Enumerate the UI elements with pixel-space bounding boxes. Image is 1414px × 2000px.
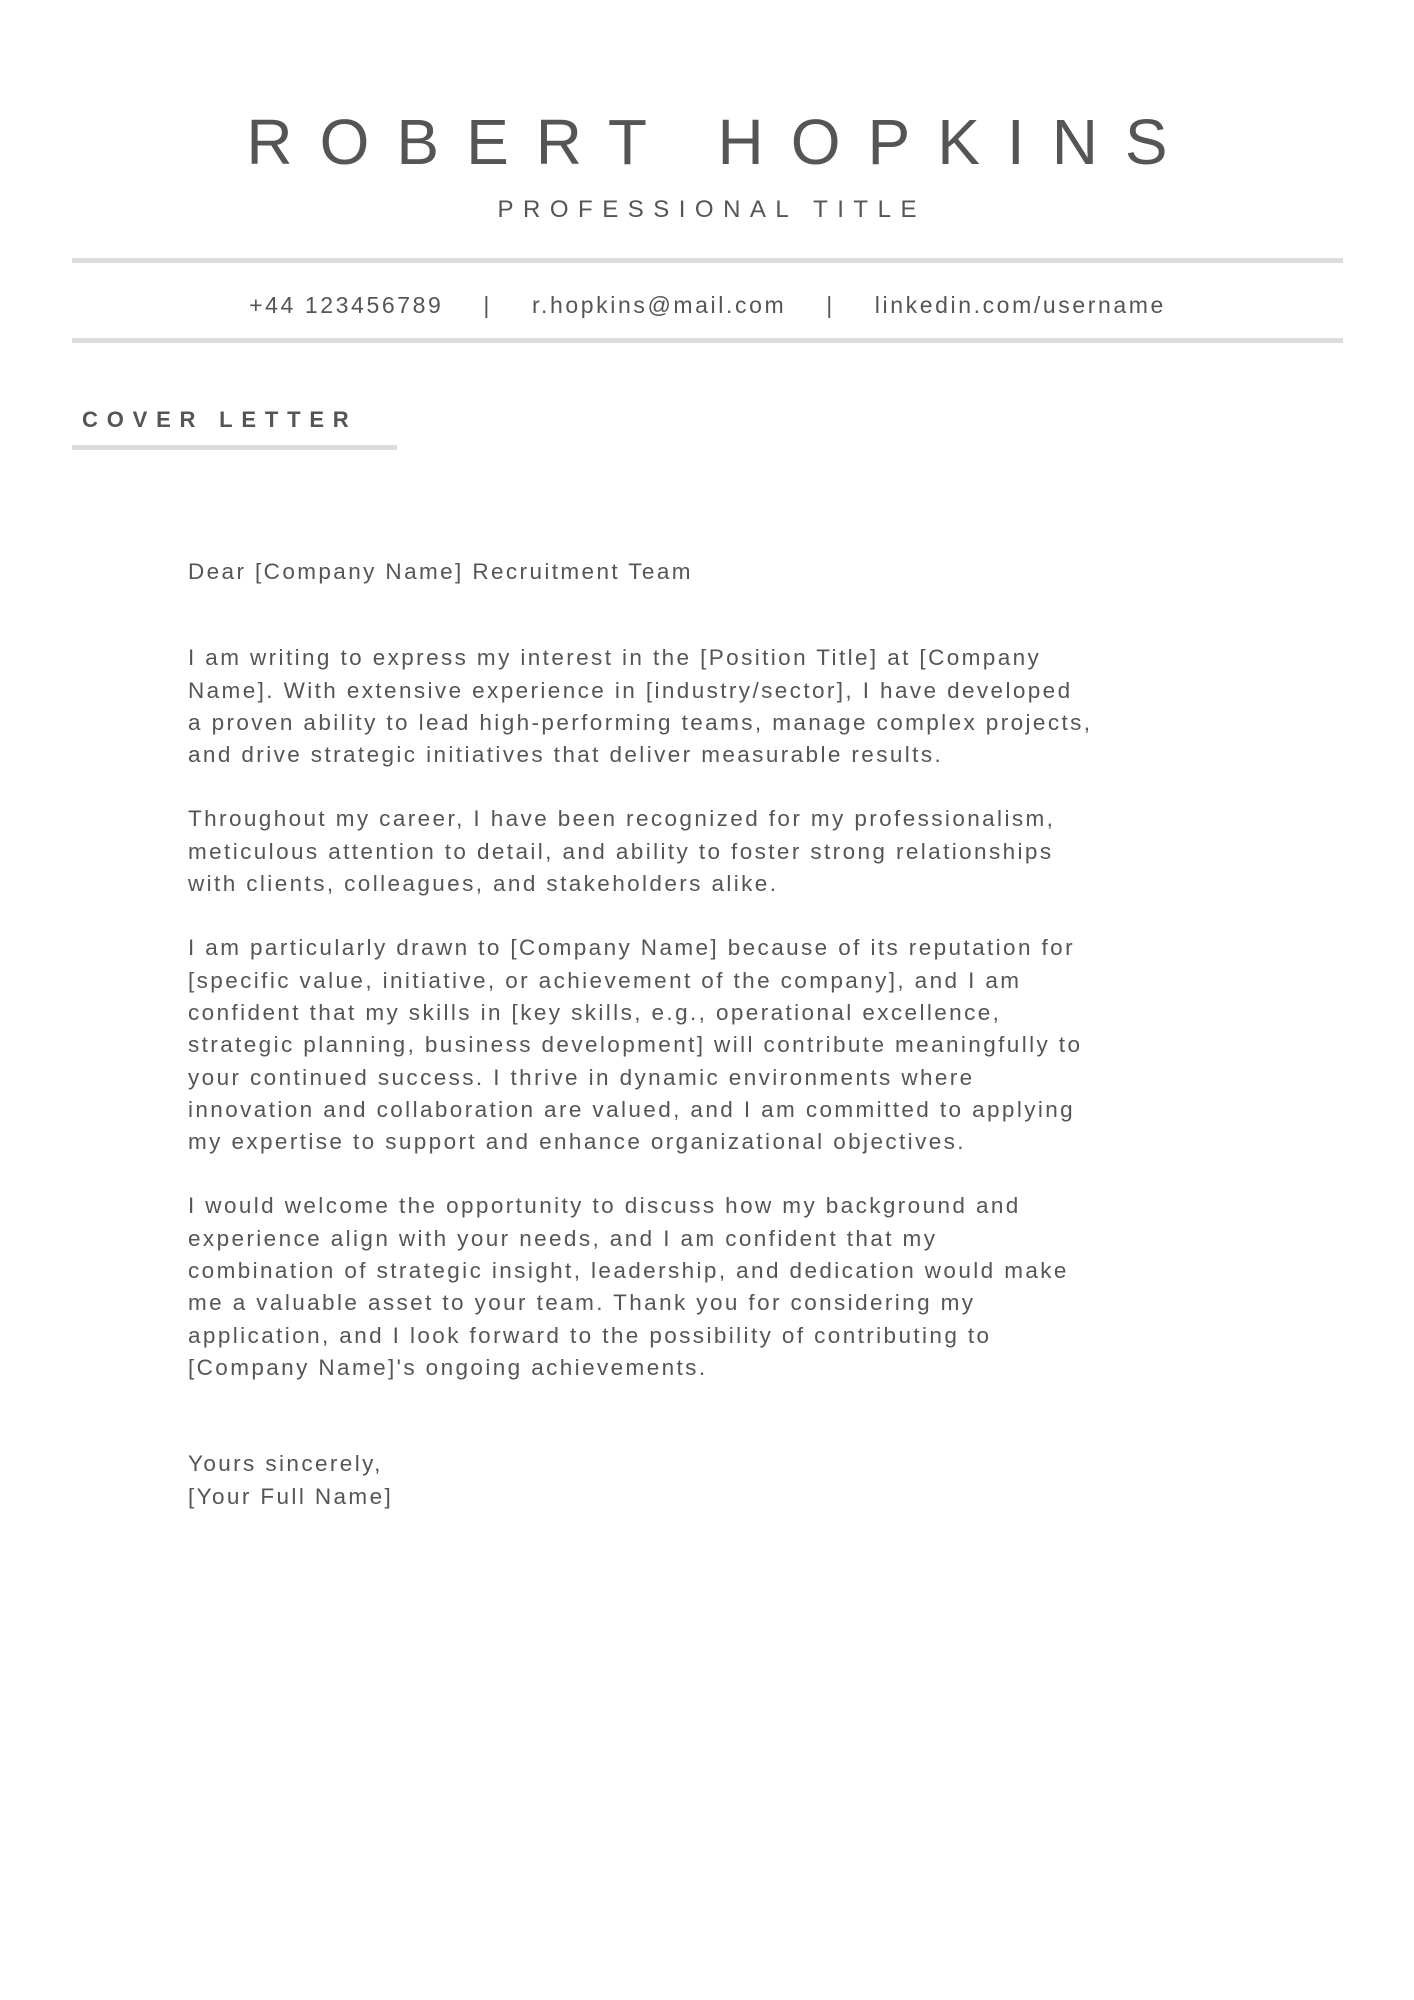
paragraph-line: and drive strategic initiatives that deliver measurable results. <box>188 742 944 768</box>
paragraph-line: experience align with your needs, and I am confident that my <box>188 1225 938 1251</box>
contact-bar <box>72 288 1343 322</box>
paragraph-line: a proven ability to lead high-performing teams, manage complex projects, <box>188 709 1093 735</box>
paragraph-line: meticulous attention to detail, and ability to foster strong relationships <box>188 838 1054 864</box>
paragraph-line: combination of strategic insight, leadership, and dedication would make <box>188 1258 1069 1284</box>
header-top-divider <box>72 258 1343 263</box>
header-bottom-divider <box>72 338 1343 343</box>
paragraph-line: strategic planning, business development] will contribute meaningfully to <box>188 1032 1083 1058</box>
paragraph-line: [Company Name]'s ongoing achievements. <box>188 1354 708 1380</box>
paragraph-line: application, and I look forward to the possibility of contributing to <box>188 1322 992 1348</box>
contact-linkedin[interactable]: linkedin.com/username <box>874 291 1166 318</box>
contact-phone: +44 123456789 <box>249 291 444 318</box>
paragraph-line: innovation and collaboration are valued, and I am committed to applying <box>188 1096 1076 1122</box>
paragraph-line: I am particularly drawn to [Company Name] because of its reputation for <box>188 935 1075 961</box>
professional-title: PROFESSIONAL TITLE <box>497 196 926 223</box>
letter-paragraph-1 <box>188 642 1248 771</box>
letter-paragraph-4 <box>188 1190 1248 1384</box>
paragraph-line: [specific value, initiative, or achievement of the company], and I am <box>188 967 1022 993</box>
paragraph-line: with clients, colleagues, and stakeholders alike. <box>188 871 779 897</box>
paragraph-line: I am writing to express my interest in the [Position Title] at [Company <box>188 645 1042 671</box>
paragraph-line: your continued success. I thrive in dynamic environments where <box>188 1064 975 1090</box>
letter-closing-block <box>188 1448 1248 1513</box>
letter-paragraph-2 <box>188 803 1248 900</box>
letter-paragraph-3 <box>188 932 1248 1158</box>
paragraph-line: confident that my skills in [key skills, e.g., operational excellence, <box>188 999 1002 1025</box>
paragraph-line: me a valuable asset to your team. Thank you for considering my <box>188 1290 976 1316</box>
contact-email[interactable]: r.hopkins@mail.com <box>532 291 787 318</box>
section-heading-underline <box>72 445 397 450</box>
paragraph-line: I would welcome the opportunity to discuss how my background and <box>188 1193 1021 1219</box>
contact-separator: | <box>483 291 492 318</box>
paragraph-line: Throughout my career, I have been recognized for my professionalism, <box>188 806 1056 832</box>
contact-separator: | <box>826 291 835 318</box>
section-heading-cover-letter: COVER LETTER <box>82 407 358 432</box>
letter-salutation: Dear [Company Name] Recruitment Team <box>188 559 693 584</box>
letter-body <box>188 556 1248 1513</box>
candidate-name: ROBERT HOPKINS <box>246 106 1195 178</box>
paragraph-line: Name]. With extensive experience in [industry/sector], I have developed <box>188 677 1073 703</box>
paragraph-line: my expertise to support and enhance organizational objectives. <box>188 1129 966 1155</box>
letter-signature: [Your Full Name] <box>188 1483 394 1509</box>
letter-closing: Yours sincerely, <box>188 1451 383 1477</box>
